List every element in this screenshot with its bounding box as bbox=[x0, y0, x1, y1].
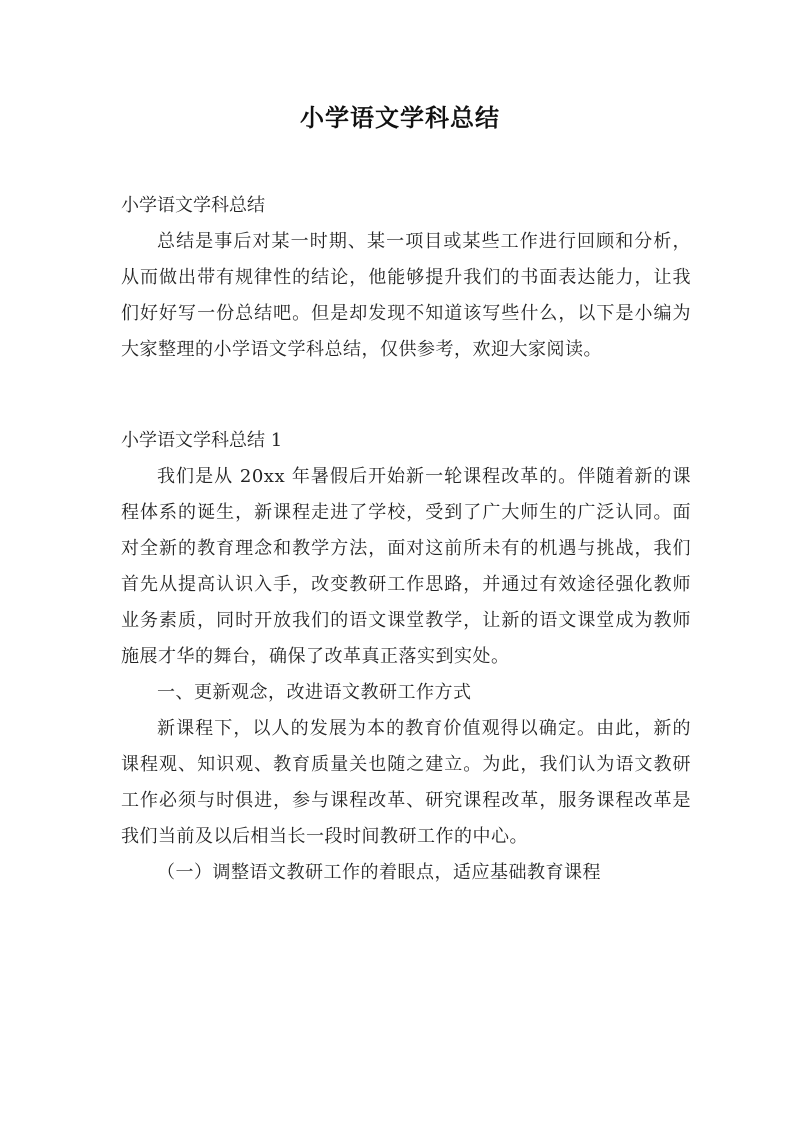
intro-paragraph: 总结是事后对某一时期、某一项目或某些工作进行回顾和分析，从而做出带有规律性的结论，他能够提升我们的书面表达能力，让我们好好写一份总结吧。但是却发现不知道该写些什么，以下是小编为大家整理的小学语文学科总结，仅供参考，欢迎大家阅读。 bbox=[121, 231, 691, 360]
subheading-update-concepts: 一、更新观念，改进语文教研工作方式 bbox=[157, 682, 472, 703]
section1-heading: 小学语文学科总结 1 bbox=[121, 430, 283, 451]
section1-paragraph-1: 我们是从 20xx 年暑假后开始新一轮课程改革的。伴随着新的课程体系的诞生，新课程走进了学校，受到了广大师生的广泛认同。面对全新的教育理念和教学方法，面对这前所未有的机遇与挑战，我们首先从提高认识入手，改变教研工作思路，并通过有效途径强化教师业务素质，同时开放我们的语文课堂教学，让新的语文课堂成为教师施展才华的舞台，确保了改革真正落实到实处。 bbox=[121, 466, 691, 667]
subheading-adjust-focus: （一）调整语文教研工作的着眼点，适应基础教育课程 bbox=[157, 862, 601, 883]
intro-heading: 小学语文学科总结 bbox=[121, 195, 265, 216]
section-spacer bbox=[121, 368, 691, 423]
document-title: 小学语文学科总结 bbox=[300, 103, 500, 132]
document-body bbox=[121, 188, 691, 891]
section1-paragraph-2: 新课程下，以人的发展为本的教育价值观得以确定。由此，新的课程观、知识观、教育质量关也随之建立。为此，我们认为语文教研工作必须与时俱进，参与课程改革、研究课程改革，服务课程改革是我们当前及以后相当长一段时间教研工作的中心。 bbox=[121, 718, 691, 847]
